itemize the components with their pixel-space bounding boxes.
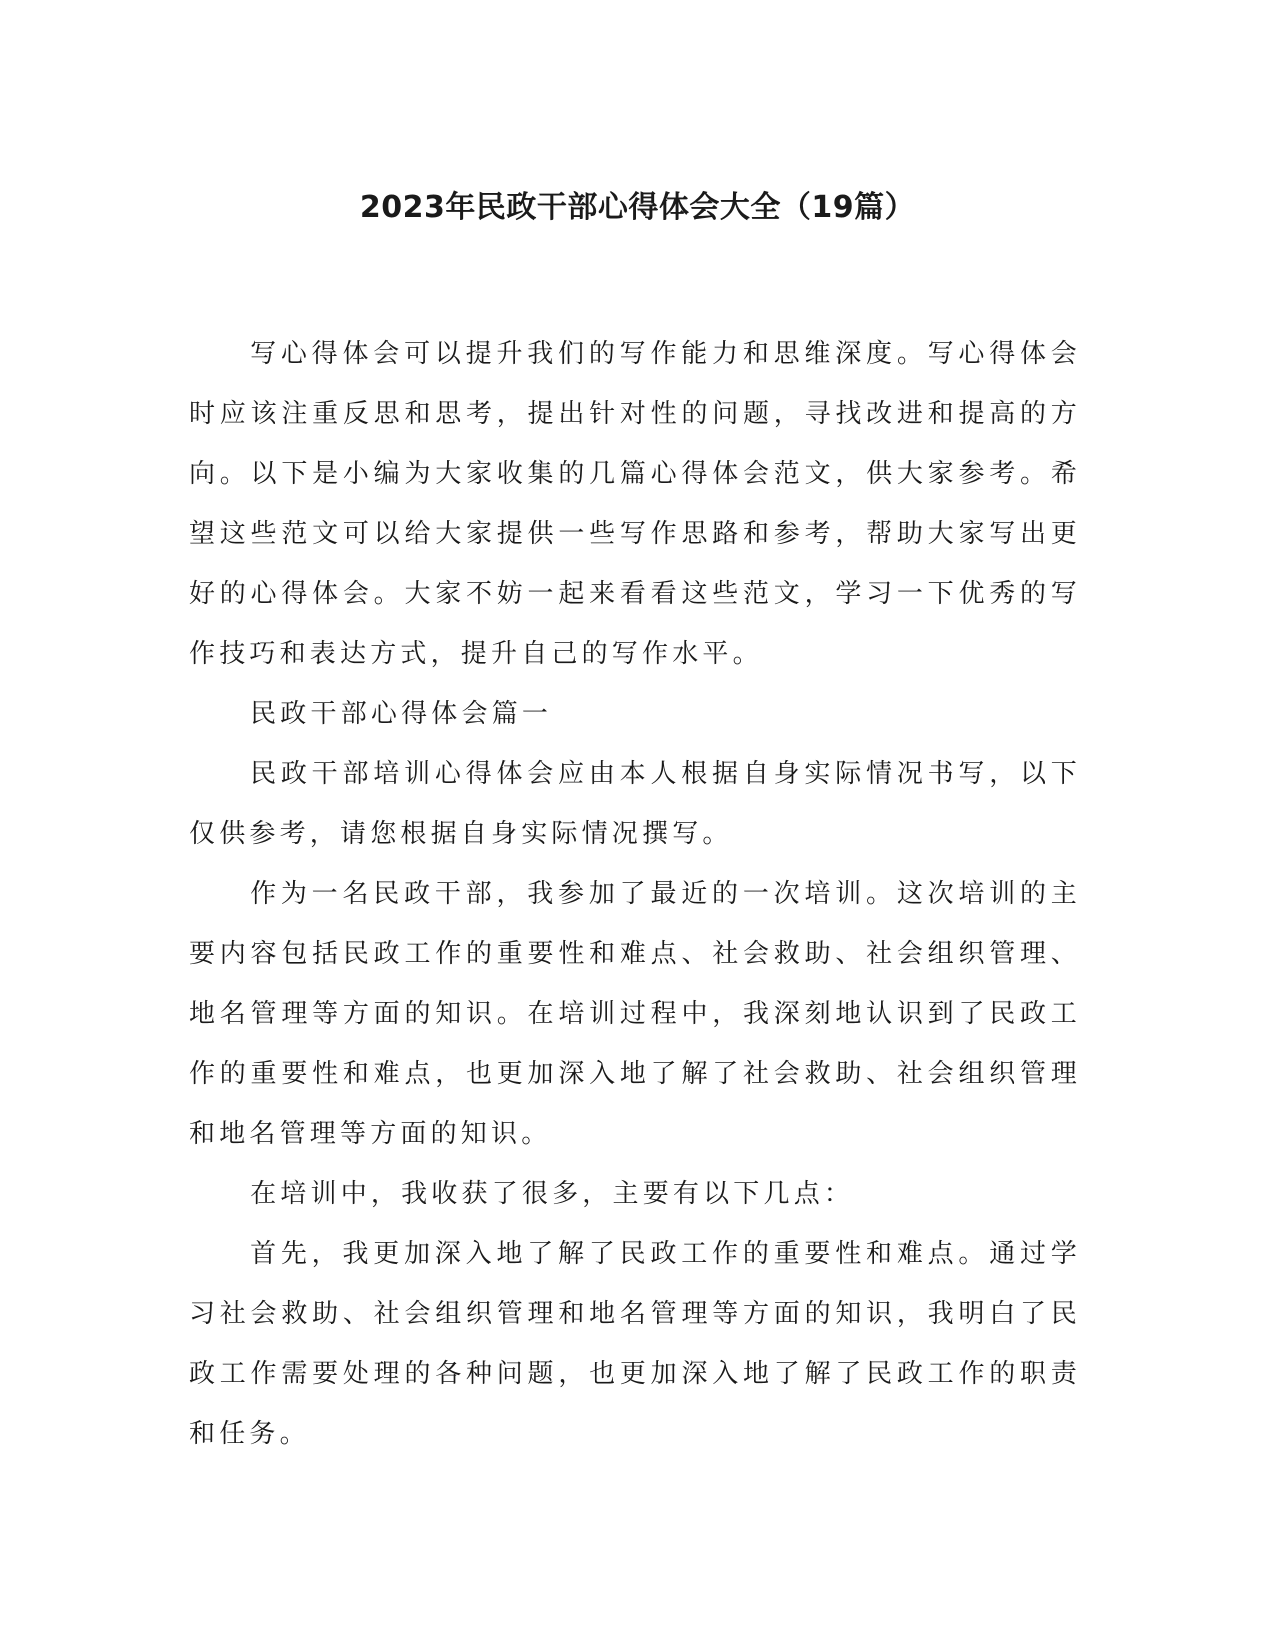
body-paragraph: 作为一名民政干部，我参加了最近的一次培训。这次培训的主要内容包括民政工作的重要性和难点、社会救助、社会组织管理、地名管理等方面的知识。在培训过程中，我深刻地认识到了民政工作的重要性和难点，也更加深入地了解了社会救助、社会组织管理和地名管理等方面的知识。 [189, 879, 1081, 1149]
body-paragraph: 民政干部培训心得体会应由本人根据自身实际情况书写，以下仅供参考，请您根据自身实际情况撰写。 [189, 759, 1081, 849]
document-body [189, 324, 1081, 1464]
intro-paragraph: 写心得体会可以提升我们的写作能力和思维深度。写心得体会时应该注重反思和思考，提出针对性的问题，寻找改进和提高的方向。以下是小编为大家收集的几篇心得体会范文，供大家参考。希望这些范文可以给大家提供一些写作思路和参考，帮助大家写出更好的心得体会。大家不妨一起来看看这些范文，学习一下优秀的写作技巧和表达方式，提升自己的写作水平。 [189, 339, 1081, 669]
body-paragraph: 在培训中，我收获了很多，主要有以下几点： [250, 1179, 855, 1209]
document-title: 2023年民政干部心得体会大全（19篇） [359, 190, 916, 225]
section-heading: 民政干部心得体会篇一 [250, 699, 553, 729]
body-paragraph: 首先，我更加深入地了解了民政工作的重要性和难点。通过学习社会救助、社会组织管理和地名管理等方面的知识，我明白了民政工作需要处理的各种问题，也更加深入地了解了民政工作的职责和任务。 [189, 1239, 1081, 1449]
